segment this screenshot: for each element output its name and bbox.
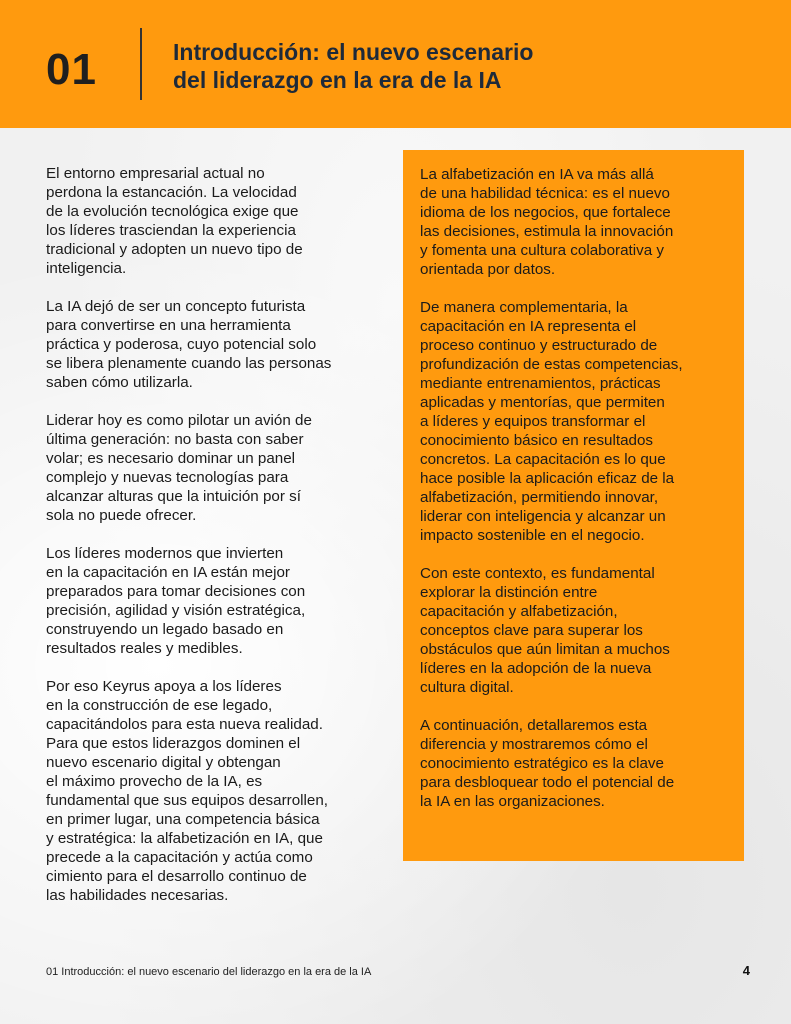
text-line: a líderes y equipos transformar el [420, 413, 646, 430]
section-number: 01 [46, 45, 97, 94]
text-line: De manera complementaria, la [420, 299, 628, 316]
highlight-box-text [420, 165, 740, 830]
paragraph [420, 716, 740, 811]
text-line: nuevo escenario digital y obtengan [46, 754, 281, 771]
text-line: idioma de los negocios, que fortalece [420, 204, 671, 221]
text-line: Los líderes modernos que invierten [46, 545, 284, 562]
text-line: sola no puede ofrecer. [46, 507, 197, 524]
left-column [46, 164, 381, 924]
text-line: saben cómo utilizarla. [46, 374, 193, 391]
text-line: para convertirse en una herramienta [46, 317, 291, 334]
text-line: explorar la distinción entre [420, 584, 598, 601]
text-line: diferencia y mostraremos cómo el [420, 736, 648, 753]
paragraph [46, 297, 381, 392]
footer-text: 01 Introducción: el nuevo escenario del liderazgo en la era de la IA [46, 966, 372, 978]
text-line: para desbloquear todo el potencial de [420, 774, 675, 791]
text-line: A continuación, detallaremos esta [420, 717, 648, 734]
text-line: complejo y nuevas tecnologías para [46, 469, 289, 486]
text-line: aplicadas y mentorías, que permiten [420, 394, 665, 411]
page-title [173, 38, 633, 94]
text-line: líderes en la adopción de la nueva [420, 660, 652, 677]
paragraph [46, 411, 381, 525]
text-line: tradicional y adopten un nuevo tipo de [46, 241, 303, 258]
text-line: en primer lugar, una competencia básica [46, 811, 320, 828]
text-line: inteligencia. [46, 260, 127, 277]
paragraph [420, 298, 740, 545]
page-title-line: Introducción: el nuevo escenario [173, 39, 534, 65]
paragraph [420, 564, 740, 697]
text-line: resultados reales y medibles. [46, 640, 243, 657]
header-divider [140, 28, 142, 100]
text-line: capacitación en IA representa el [420, 318, 637, 335]
text-line: hace posible la aplicación eficaz de la [420, 470, 675, 487]
text-line: se libera plenamente cuando las personas [46, 355, 332, 372]
text-line: última generación: no basta con saber [46, 431, 304, 448]
text-line: capacitación y alfabetización, [420, 603, 618, 620]
text-line: el máximo provecho de la IA, es [46, 773, 263, 790]
text-line: la IA en las organizaciones. [420, 793, 605, 810]
text-line: los líderes trasciendan la experiencia [46, 222, 296, 239]
text-line: obstáculos que aún limitan a muchos [420, 641, 670, 658]
paragraph [46, 677, 381, 905]
text-line: proceso continuo y estructurado de [420, 337, 658, 354]
text-line: las decisiones, estimula la innovación [420, 223, 674, 240]
text-line: alfabetización, permitiendo innovar, [420, 489, 659, 506]
page-number: 4 [742, 963, 750, 978]
text-line: en la construcción de ese legado, [46, 697, 273, 714]
page-title-line: del liderazgo en la era de la IA [173, 67, 502, 93]
text-line: las habilidades necesarias. [46, 887, 229, 904]
section-header [0, 0, 791, 128]
text-line: capacitándolos para esta nueva realidad. [46, 716, 323, 733]
text-line: construyendo un legado basado en [46, 621, 284, 638]
text-line: Con este contexto, es fundamental [420, 565, 655, 582]
text-line: conocimiento estratégico es la clave [420, 755, 664, 772]
text-line: perdona la estancación. La velocidad [46, 184, 297, 201]
text-line: La alfabetización en IA va más allá [420, 166, 654, 183]
text-line: El entorno empresarial actual no [46, 165, 265, 182]
paragraph [46, 544, 381, 658]
text-line: Liderar hoy es como pilotar un avión de [46, 412, 312, 429]
text-line: práctica y poderosa, cuyo potencial solo [46, 336, 317, 353]
text-line: y fomenta una cultura colaborativa y [420, 242, 664, 259]
text-line: de una habilidad técnica: es el nuevo [420, 185, 670, 202]
text-line: conocimiento básico en resultados [420, 432, 654, 449]
text-line: alcanzar alturas que la intuición por sí [46, 488, 301, 505]
text-line: profundización de estas competencias, [420, 356, 683, 373]
text-line: precisión, agilidad y visión estratégica, [46, 602, 306, 619]
text-line: impacto sostenible en el negocio. [420, 527, 645, 544]
text-line: orientada por datos. [420, 261, 556, 278]
text-line: Para que estos liderazgos dominen el [46, 735, 301, 752]
text-line: conceptos clave para superar los [420, 622, 643, 639]
paragraph [46, 164, 381, 278]
paragraph [420, 165, 740, 279]
text-line: La IA dejó de ser un concepto futurista [46, 298, 306, 315]
text-line: preparados para tomar decisiones con [46, 583, 306, 600]
text-line: concretos. La capacitación es lo que [420, 451, 666, 468]
text-line: volar; es necesario dominar un panel [46, 450, 296, 467]
text-line: Por eso Keyrus apoya a los líderes [46, 678, 282, 695]
text-line: liderar con inteligencia y alcanzar un [420, 508, 666, 525]
text-line: y estratégica: la alfabetización en IA, que [46, 830, 323, 847]
text-line: cimiento para el desarrollo continuo de [46, 868, 307, 885]
text-line: fundamental que sus equipos desarrollen, [46, 792, 328, 809]
text-line: mediante entrenamientos, prácticas [420, 375, 661, 392]
text-line: en la capacitación en IA están mejor [46, 564, 290, 581]
text-line: precede a la capacitación y actúa como [46, 849, 313, 866]
highlight-box [403, 150, 744, 861]
text-line: cultura digital. [420, 679, 514, 696]
text-line: de la evolución tecnológica exige que [46, 203, 299, 220]
